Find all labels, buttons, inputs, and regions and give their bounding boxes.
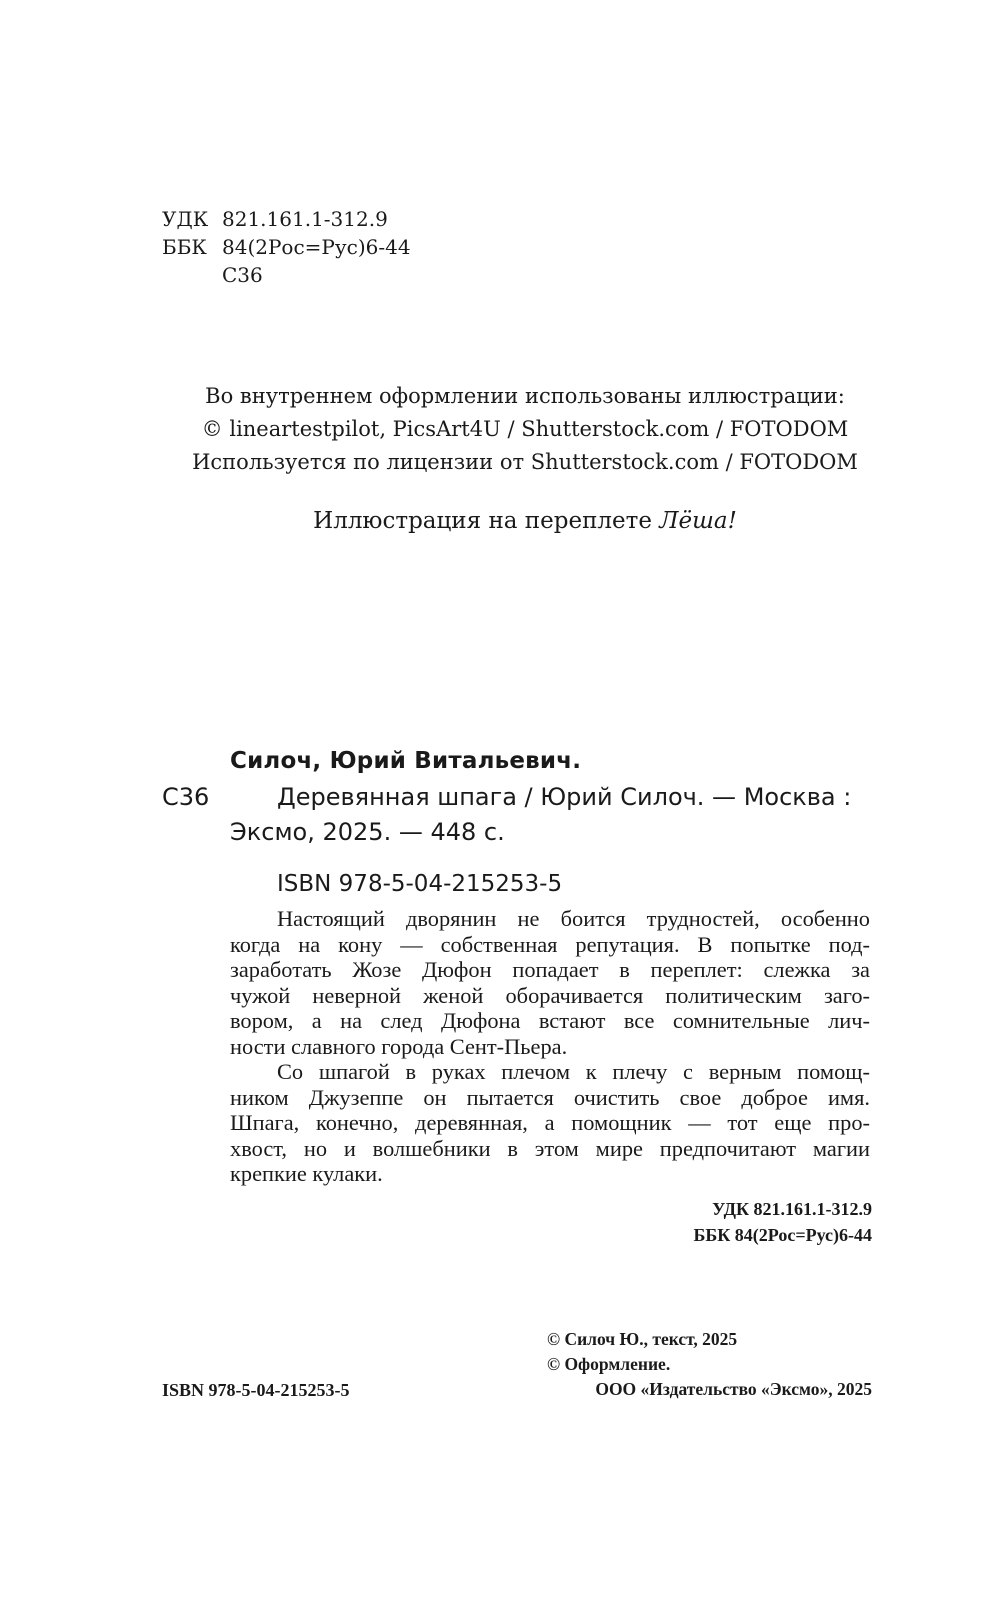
udk-row	[162, 205, 388, 233]
copyright-text: © Силоч Ю., текст, 2025	[547, 1329, 738, 1349]
index-right-udk: УДК 821.161.1-312.9	[712, 1199, 872, 1219]
annotation-line: заработать Жозе Дюфон попадает в переплет: слежка за	[230, 957, 870, 982]
udk-label: УДК	[162, 207, 209, 231]
annotation-line: вором, а на след Дюфона встают все сомнительные лич-	[230, 1008, 870, 1033]
credits-line-1: Во внутреннем оформлении использованы иллюстрации:	[205, 384, 845, 408]
record-author: Силоч, Юрий Витальевич.	[230, 748, 582, 774]
copyright-publisher: ООО «Издательство «Эксмо», 2025	[595, 1379, 872, 1399]
annotation-line: чужой неверной женой оборачивается политическим заго-	[230, 982, 870, 1008]
record-author-mark: С36	[162, 783, 210, 811]
annotation-line: ником Джузеппе он пытается очистить свое доброе имя.	[230, 1084, 870, 1110]
copyright-design: © Оформление.	[547, 1354, 671, 1374]
annotation	[230, 906, 870, 1187]
bbk-row	[162, 233, 411, 261]
cover-credit-prefix: Иллюстрация на переплете	[313, 508, 652, 534]
cover-illustration-credit	[120, 504, 930, 538]
credits-line-2: © lineartestpilot, PicsArt4U / Shutterstock.com / FOTODOM	[201, 417, 849, 441]
annotation-line: ности славного города Сент-Пьера.	[230, 1033, 568, 1059]
annotation-line: крепкие кулаки.	[230, 1161, 383, 1186]
udk-value: 821.161.1-312.9	[222, 207, 388, 231]
copyright-block	[547, 1327, 872, 1402]
credits-line-3: Используется по лицензии от Shutterstock.com / FOTODOM	[192, 450, 858, 474]
annotation-line: Со шпагой в руках плечом к плечу с верным помощ-	[277, 1059, 870, 1084]
index-right-bbk: ББК 84(2Рос=Рус)6-44	[693, 1225, 872, 1245]
record-title-line-1: Деревянная шпага / Юрий Силоч. — Москва :	[277, 783, 852, 811]
record-title-line-2: Эксмо, 2025. — 448 с.	[230, 818, 505, 846]
annotation-line: Шпага, конечно, деревянная, а помощник — тот еще про-	[230, 1110, 870, 1135]
annotation-line: хвост, но и волшебники в этом мире предпочитают магии	[230, 1135, 870, 1161]
annotation-line: когда на кону — собственная репутация. В попытке под-	[230, 931, 870, 957]
bottom-isbn: ISBN 978-5-04-215253-5	[162, 1380, 350, 1400]
bbk-label: ББК	[162, 235, 207, 259]
record-isbn: ISBN 978-5-04-215253-5	[277, 871, 563, 897]
author-mark-row	[162, 261, 263, 289]
annotation-line: Настоящий дворянин не боится трудностей, особенно	[277, 906, 870, 931]
bbk-value: 84(2Рос=Рус)6-44	[222, 235, 411, 259]
illustration-credits	[120, 380, 930, 479]
cover-artist: Лёша!	[659, 508, 737, 534]
author-mark: С36	[222, 263, 263, 287]
